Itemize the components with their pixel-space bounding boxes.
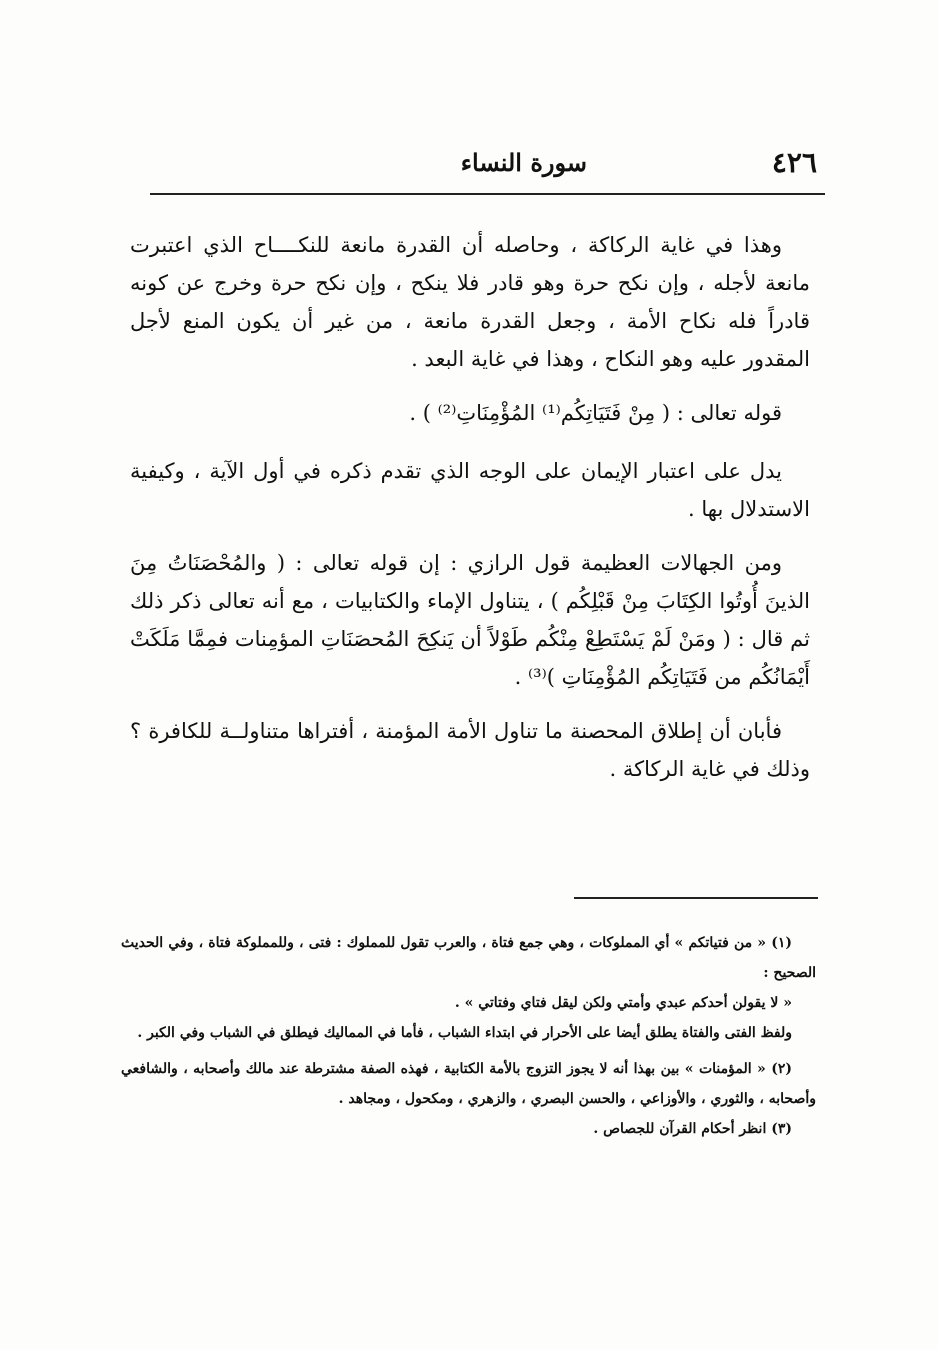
footnote-2: (٢) « المؤمنات » بين بهذا أنه لا يجوز التزوج بالأمة الكتابية ، فهذه الصفة مشترطة عند مالك وأصحابه ، والشافعي وأصحابه ، والثوري ، والأوزاعي ، والحسن البصري ، والزهري ، ومكحول ، ومجاهد . (121, 1061, 816, 1107)
paragraph-3: يدل على اعتبار الإيمان على الوجه الذي تقدم ذكره في أول الآية ، وكيفية الاستدلال بها . (130, 459, 810, 521)
footnote-3: (٣) انظر أحكام القرآن للجصاص . (593, 1121, 792, 1137)
page-number: ٤٢٦ (771, 146, 817, 179)
footnotes (121, 928, 816, 1144)
paragraph-5: فأبان أن إطلاق المحصنة ما تناول الأمة المؤمنة ، أفتراها متناولــة للكافرة ؟ وذلك في غاية الركاكة . (130, 719, 810, 781)
paragraph-1: وهذا في غاية الركاكة ، وحاصله أن القدرة مانعة للنكــــاح الذي اعتبرت مانعة لأجله ، وإن نكح حرة وهو قادر فلا ينكح ، وإن نكح حرة وخرج عن كونه قادراً فله نكاح الأمة ، وجعل القدرة مانعة ، من غير أن يكون المنع لأجل المقدور عليه وهو النكاح ، وهذا في غاية البعد . (130, 233, 810, 371)
paragraph-4: ومن الجهالات العظيمة قول الرازي : إن قوله تعالى : ( والمُحْصَنَاتُ مِنَ الذينَ أُوتُوا الكِتَابَ مِنْ قَبْلِكُم ) ، يتناول الإماء والكتابيات ، مع أنه تعالى ذكر ذلك ثم قال : ( ومَنْ لَمْ يَسْتَطِعْ مِنْكُم طَوْلاً أن يَنكِحَ المُحصَنَاتِ المؤمِنات فمِمَّا مَلَكَتْ أَيْمَانُكُم من فَتَيَاتِكُم المُؤْمِنَاتِ )⁽³⁾ . (130, 551, 810, 689)
paragraph-2: قوله تعالى : ( مِنْ فَتَيَاتِكُم⁽¹⁾ المُؤْمِنَاتِ⁽²⁾ ) . (409, 401, 782, 425)
footnote-1: (١) « من فتياتكم » أي المملوكات ، وهي جمع فتاة ، والعرب تقول للمملوك : فتى ، وللمملوكة فتاة ، وفي الحديث الصحيح : (121, 935, 816, 981)
body-text (130, 226, 810, 804)
footnote-1-continued: ولفظ الفتى والفتاة يطلق أيضا على الأحرار في ابتداء الشباب ، فأما في المماليك فيطلق في الشباب وفي الكبر . (137, 1025, 792, 1041)
page-header (150, 140, 825, 184)
footnote-rule (574, 897, 818, 899)
running-head: سورة النساء (460, 148, 587, 177)
header-rule (150, 193, 825, 195)
footnote-1-quote: « لا يقولن أحدكم عبدي وأمتي ولكن ليقل فتاي وفتاتي » . (454, 995, 792, 1011)
